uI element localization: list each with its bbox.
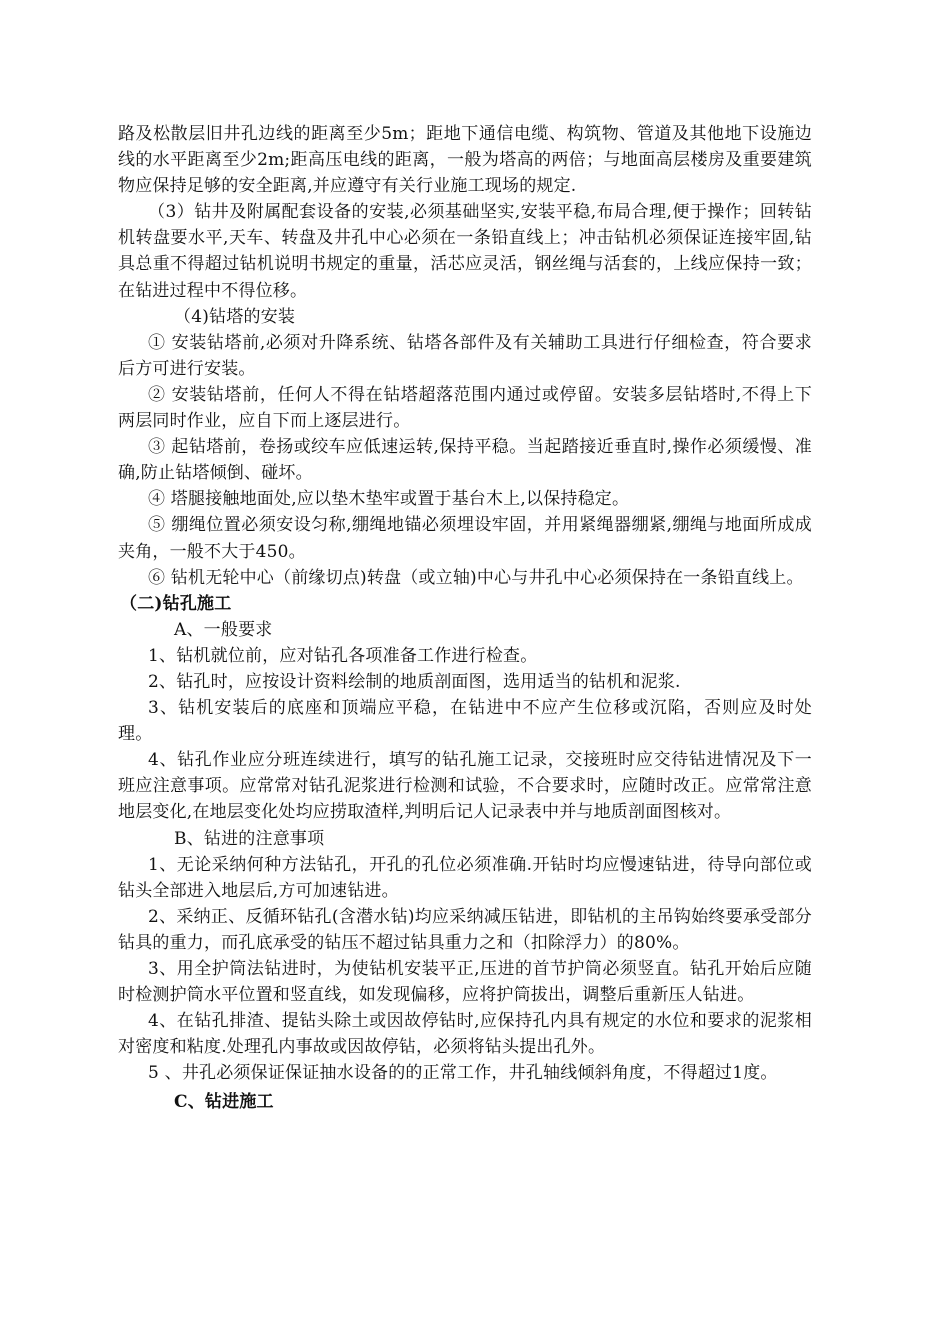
list-item-notes-5: 5 、井孔必须保证保证抽水设备的的正常工作，井孔轴线倾斜角度，不得超过1度。 xyxy=(148,1063,778,1084)
subheading-drilling-construction: C、钻进施工 xyxy=(174,1092,274,1113)
list-item-general-2: 2、钻孔时，应按设计资料绘制的地质剖面图，选用适当的钻机和泥浆. xyxy=(148,671,681,692)
list-item-notes-4: 4、在钻孔排渣、提钻头除土或因故停钻时,应保持孔内具有规定的水位和要求的泥浆相对密度和粘度.处理孔内事故或因故停钻，必须将钻头提出孔外。 xyxy=(118,1011,812,1058)
list-item-tower-4: ④ 塔腿接触地面处,应以垫木垫牢或置于基台木上,以保持稳定。 xyxy=(148,489,630,510)
list-item-tower-5: ⑤ 绷绳位置必须安设匀称,绷绳地锚必须埋设牢固，并用紧绳器绷紧,绷绳与地面所成成夹角，一般不大于450。 xyxy=(118,515,812,562)
section-heading-drilling: （二)钻孔施工 xyxy=(120,593,232,614)
document-body xyxy=(118,121,812,1116)
list-item-notes-1: 1、无论采纳何种方法钻孔，开孔的孔位必须准确.开钻时均应慢速钻进，待导向部位或钻头全部进入地层后,方可加速钻进。 xyxy=(118,854,812,901)
subheading-drilling-notes: B、钻进的注意事项 xyxy=(174,828,325,849)
list-item-tower-2: ② 安装钻塔前，任何人不得在钻塔超落范围内通过或停留。安装多层钻塔时,不得上下两层同时作业，应自下而上逐层进行。 xyxy=(118,384,812,432)
list-item-notes-2: 2、采纳正、反循环钻孔(含潜水钻)均应采纳减压钻进，即钻机的主吊钩始终要承受部分钻具的重力，而孔底承受的钻压不超过钻具重力之和（扣除浮力）的80%。 xyxy=(118,906,812,953)
list-item-tower-1: ① 安装钻塔前,必须对升降系统、钻塔各部件及有关辅助工具进行仔细检查，符合要求后方可进行安装。 xyxy=(118,332,812,379)
list-item-tower-3: ③ 起钻塔前，卷扬或绞车应低速运转,保持平稳。当起踏接近垂直时,操作必须缓慢、准确,防止钻塔倾倒、碰坏。 xyxy=(118,437,812,484)
subheading-general-requirements: A、一般要求 xyxy=(174,619,273,640)
list-item-tower-6: ⑥ 钻机无轮中心（前缘切点)转盘（或立轴)中心与井孔中心必须保持在一条铅直线上。 xyxy=(148,567,804,588)
heading-tower-install: （4)钻塔的安装 xyxy=(174,306,296,327)
list-item-general-3: 3、钻机安装后的底座和顶端应平稳，在钻进中不应产生位移或沉陷，否则应及时处理。 xyxy=(118,698,812,745)
list-item-notes-3: 3、用全护筒法钻进时，为使钻机安装平正,压进的首节护筒必须竖直。钻孔开始后应随时检测护筒水平位置和竖直线，如发现偏移，应将护筒拔出，调整后重新压人钻进。 xyxy=(118,959,812,1006)
paragraph-equipment-install: （3）钻井及附属配套设备的安装,必须基础坚实,安装平稳,布局合理,便于操作；回转钻机转盘要水平,天车、转盘及井孔中心必须在一条铅直线上；冲击钻机必须保证连接牢固,钻具总重不得超过钻机说明书规定的重量，活芯应灵活，钢丝绳与活套的，上线应保持一致；在钻进过程中不得位移。 xyxy=(118,202,812,301)
list-item-general-1: 1、钻机就位前，应对钻孔各项准备工作进行检查。 xyxy=(148,645,538,666)
paragraph-site-distance: 路及松散层旧井孔边线的距离至少5m；距地下通信电缆、构筑物、管道及其他地下设施边线的水平距离至少2m;距高压电线的距离，一般为塔高的两倍；与地面高层楼房及重要建筑物应保持足够的安全距离,并应遵守有关行业施工现场的规定. xyxy=(118,124,812,197)
list-item-general-4: 4、钻孔作业应分班连续进行，填写的钻孔施工记录，交接班时应交待钻进情况及下一班应注意事项。应常常对钻孔泥浆进行检测和试验，不合要求时，应随时改正。应常常注意地层变化,在地层变化处均应捞取渣样,判明后记人记录表中并与地质剖面图核对。 xyxy=(118,750,812,823)
